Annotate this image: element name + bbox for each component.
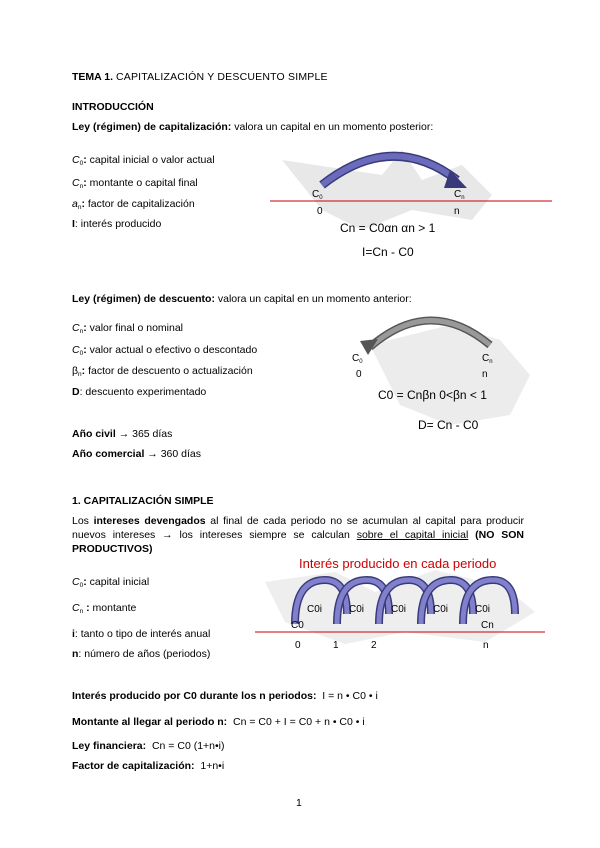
- page-number: 1: [296, 797, 302, 809]
- formula-factor: Factor de capitalización: 1+n•i: [72, 760, 225, 772]
- formula-interest: Interés producido por C0 durante los n periodos: I = n • C0 • i: [72, 690, 378, 702]
- arc-label-3: C0i: [391, 604, 407, 615]
- s1-tick-n: n: [483, 640, 489, 651]
- disc-tick-0: 0: [356, 369, 362, 380]
- formula-montante: Montante al llegar al periodo n: Cn = C0 + I = C0 + n • C0 • i: [72, 716, 365, 728]
- simple-cap-diagram: [255, 552, 545, 652]
- cap-item-i: I: interés producido: [72, 218, 162, 230]
- year-civil: Año civil → 365 días: [72, 428, 173, 440]
- cap-item-an: $a_n$: factor de capitalización: [72, 198, 195, 211]
- disc-item-c0: $C_0$: valor actual o efectivo o descontado: [72, 344, 258, 357]
- doc-title: TEMA 1. CAPITALIZACIÓN Y DESCUENTO SIMPLE: [72, 71, 328, 83]
- disc-c0-label: $C_0$: [352, 353, 363, 365]
- disc-item-d: D: descuento experimentado: [72, 386, 207, 398]
- s1-tick-2: 2: [371, 640, 377, 651]
- cap-formula-1: Cn = C0αn αn > 1: [340, 221, 436, 235]
- disc-tick-n: n: [482, 369, 488, 380]
- disc-formula-2: D= Cn - C0: [418, 418, 479, 432]
- year-commercial: Año comercial → 360 días: [72, 448, 201, 460]
- cap-formula-2: I=Cn - C0: [362, 245, 414, 259]
- s1-item-n: n: número de años (periodos): [72, 648, 211, 660]
- cap-item-c0: $C_0$: capital inicial o valor actual: [72, 154, 215, 167]
- s1-tick-0: 0: [295, 640, 301, 651]
- disc-formula-1: C0 = Cnβn 0<βn < 1: [378, 388, 487, 402]
- s1-c0-label: C0: [291, 620, 304, 631]
- s1-item-c0: $C_0$: capital inicial: [72, 576, 150, 589]
- disc-item-bn: $\beta_n$: factor de descuento o actualización: [72, 365, 253, 378]
- s1-tick-1: 1: [333, 640, 339, 651]
- diagram-title: Interés producido en cada periodo: [299, 556, 497, 571]
- formula-ley-financiera: Ley financiera: Cn = C0 (1+n•i): [72, 740, 225, 752]
- arc-label-1: C0i: [307, 604, 323, 615]
- arc-label-4: C0i: [433, 604, 449, 615]
- cap-diagram: [262, 140, 552, 265]
- arc-label-2: C0i: [349, 604, 365, 615]
- section-1-paragraph: Los intereses devengados al final de cada periodo no se acumulan al capital para producir nuevos intereses → los intereses siempre se calculan sobre el capital inicial (NO SON PRODUCTIVOS): [72, 515, 525, 555]
- disc-diagram: [330, 305, 550, 445]
- arc-label-5: C0i: [475, 604, 491, 615]
- disc-cn-label: $C_n$: [482, 353, 493, 365]
- disc-item-cn: $C_n$: valor final o nominal: [72, 322, 184, 335]
- disc-law-definition: Ley (régimen) de descuento: valora un capital en un momento anterior:: [72, 293, 412, 305]
- watermark-shape: [370, 325, 530, 425]
- cap-cn-label: $C_n$: [454, 189, 465, 201]
- cap-c0-label: $C_0$: [312, 189, 323, 201]
- cap-item-cn: $C_n$: montante o capital final: [72, 177, 198, 190]
- s1-cn-label: Cn: [481, 620, 494, 631]
- s1-item-i: i: tanto o tipo de interés anual: [72, 628, 211, 640]
- intro-heading: INTRODUCCIÓN: [72, 101, 154, 113]
- section-1-title: 1. CAPITALIZACIÓN SIMPLE: [72, 495, 214, 507]
- cap-tick-n: n: [454, 206, 460, 217]
- cap-tick-0: 0: [317, 206, 323, 217]
- s1-item-cn: $C_n$ : montante: [72, 602, 137, 615]
- cap-law-definition: Ley (régimen) de capitalización: valora un capital en un momento posterior:: [72, 121, 434, 133]
